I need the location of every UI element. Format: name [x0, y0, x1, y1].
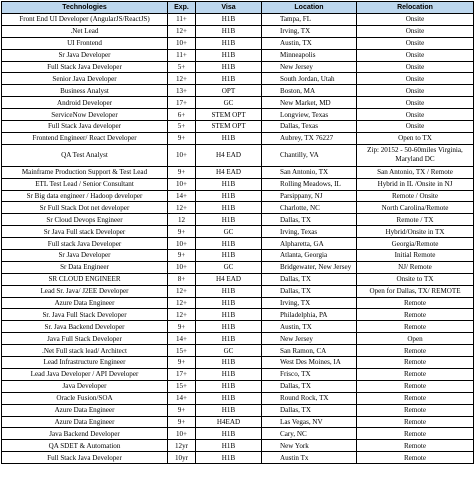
cell-visa: H1B [196, 368, 262, 380]
cell-relocation: Onsite [357, 14, 474, 26]
cell-experience: 12+ [168, 202, 196, 214]
cell-technology: Front End UI Developer (AngularJS/ReactJS) [2, 14, 168, 26]
cell-location: Philadelphia, PA [262, 309, 357, 321]
table-body [2, 14, 474, 464]
cell-visa: H1B [196, 333, 262, 345]
cell-location: Irving, TX [262, 297, 357, 309]
cell-technology: Full Stack Java Developer [2, 61, 168, 73]
cell-technology: Java Backend Developer [2, 428, 168, 440]
cell-visa: H1B [196, 238, 262, 250]
header-technologies: Technologies [2, 2, 168, 14]
cell-location: Aubrey, TX 76227 [262, 132, 357, 144]
cell-relocation: Remote / Onsite [357, 190, 474, 202]
cell-relocation: Remote [357, 452, 474, 464]
cell-relocation: Onsite [357, 49, 474, 61]
cell-relocation: Remote [357, 321, 474, 333]
cell-visa: H1B [196, 37, 262, 49]
cell-location: Austin Tx [262, 452, 357, 464]
cell-relocation: Initial Remote [357, 250, 474, 262]
cell-experience: 15+ [168, 380, 196, 392]
cell-experience: 12+ [168, 309, 196, 321]
cell-visa: GC [196, 97, 262, 109]
cell-experience: 10yr [168, 452, 196, 464]
table-row [2, 380, 474, 392]
cell-visa: STEM OPT [196, 109, 262, 121]
cell-location: Dallas, TX [262, 214, 357, 226]
cell-technology: Sr. Java Full Stack Developer [2, 309, 168, 321]
cell-experience: 12yr [168, 440, 196, 452]
cell-location: Tampa, FL [262, 14, 357, 26]
header-row [2, 2, 474, 14]
cell-experience: 12 [168, 214, 196, 226]
cell-visa: H4 EAD [196, 144, 262, 166]
cell-technology: Full stack Java Developer [2, 238, 168, 250]
cell-location: Longview, Texas [262, 109, 357, 121]
cell-visa: GC [196, 226, 262, 238]
cell-experience: 9+ [168, 132, 196, 144]
table-row [2, 178, 474, 190]
cell-visa: H1B [196, 428, 262, 440]
cell-location: Frisco, TX [262, 368, 357, 380]
cell-visa: H1B [196, 250, 262, 262]
cell-location: New York [262, 440, 357, 452]
cell-relocation: Open [357, 333, 474, 345]
cell-technology: Sr Cloud Devops Engineer [2, 214, 168, 226]
cell-experience: 14+ [168, 190, 196, 202]
cell-visa: H1B [196, 214, 262, 226]
table-row [2, 190, 474, 202]
table-row [2, 368, 474, 380]
cell-experience: 17+ [168, 97, 196, 109]
cell-experience: 11+ [168, 14, 196, 26]
table-row [2, 309, 474, 321]
header-location: Location [262, 2, 357, 14]
cell-relocation: Open for Dallas, TX/ REMOTE [357, 285, 474, 297]
cell-location: Chantilly, VA [262, 144, 357, 166]
cell-experience: 6+ [168, 109, 196, 121]
cell-technology: Frontend Engineer/ React Developer [2, 132, 168, 144]
table-row [2, 132, 474, 144]
cell-visa: H4 EAD [196, 166, 262, 178]
table-row [2, 121, 474, 133]
cell-visa: H1B [196, 440, 262, 452]
cell-relocation: NJ/ Remote [357, 261, 474, 273]
cell-visa: H1B [196, 25, 262, 37]
table-row [2, 357, 474, 369]
table-row [2, 285, 474, 297]
cell-experience: 8+ [168, 273, 196, 285]
cell-technology: Mainframe Production Support & Test Lead [2, 166, 168, 178]
cell-experience: 9+ [168, 166, 196, 178]
cell-experience: 12+ [168, 285, 196, 297]
cell-technology: Sr Data Engineer [2, 261, 168, 273]
cell-visa: H1B [196, 178, 262, 190]
cell-location: Dallas, TX [262, 404, 357, 416]
cell-visa: H1B [196, 404, 262, 416]
cell-visa: H1B [196, 202, 262, 214]
cell-experience: 10+ [168, 37, 196, 49]
cell-location: New Market, MD [262, 97, 357, 109]
cell-visa: H1B [196, 49, 262, 61]
cell-experience: 9+ [168, 416, 196, 428]
table-row [2, 404, 474, 416]
cell-location: Austin, TX [262, 37, 357, 49]
cell-visa: GC [196, 345, 262, 357]
cell-relocation: Zip: 20152 - 50-60miles Virginia, Maryland DC [357, 144, 474, 166]
cell-relocation: Remote [357, 309, 474, 321]
cell-location: Bridgewater, New Jersey [262, 261, 357, 273]
cell-visa: H4EAD [196, 416, 262, 428]
cell-location: Minneapolis [262, 49, 357, 61]
cell-location: Round Rock, TX [262, 392, 357, 404]
cell-location: Irving, TX [262, 25, 357, 37]
cell-experience: 10+ [168, 428, 196, 440]
table-row [2, 226, 474, 238]
table-row [2, 214, 474, 226]
cell-visa: H1B [196, 285, 262, 297]
cell-technology: Lead Infrastructure Engineer [2, 357, 168, 369]
cell-technology: Sr Big data engineer / Hadoop developer [2, 190, 168, 202]
cell-technology: .Net Full stack lead/ Architect [2, 345, 168, 357]
cell-relocation: Remote [357, 357, 474, 369]
table-row [2, 25, 474, 37]
header-visa: Visa [196, 2, 262, 14]
cell-relocation: Open to TX [357, 132, 474, 144]
cell-visa: H1B [196, 452, 262, 464]
cell-location: Dallas, TX [262, 380, 357, 392]
table-row [2, 440, 474, 452]
cell-relocation: Onsite [357, 85, 474, 97]
header-experience: Exp. [168, 2, 196, 14]
cell-experience: 14+ [168, 333, 196, 345]
cell-relocation: Remote [357, 368, 474, 380]
cell-technology: SR CLOUD ENGINEER [2, 273, 168, 285]
cell-location: Las Vegas, NV [262, 416, 357, 428]
cell-relocation: Georgia/Remote [357, 238, 474, 250]
table-row [2, 97, 474, 109]
cell-technology: Lead Java Developer / API Developer [2, 368, 168, 380]
cell-location: Irving, Texas [262, 226, 357, 238]
cell-visa: OPT [196, 85, 262, 97]
cell-experience: 10+ [168, 238, 196, 250]
cell-technology: Azure Data Engineer [2, 404, 168, 416]
cell-visa: GC [196, 261, 262, 273]
cell-experience: 10+ [168, 144, 196, 166]
cell-experience: 5+ [168, 121, 196, 133]
cell-technology: Sr Java Developer [2, 49, 168, 61]
table-row [2, 109, 474, 121]
cell-technology: Java Full Stack Developer [2, 333, 168, 345]
cell-experience: 13+ [168, 85, 196, 97]
table-row [2, 428, 474, 440]
cell-visa: H1B [196, 73, 262, 85]
table-row [2, 333, 474, 345]
cell-location: Charlotte, NC [262, 202, 357, 214]
cell-visa: H1B [196, 297, 262, 309]
cell-technology: Android Developer [2, 97, 168, 109]
cell-relocation: Onsite to TX [357, 273, 474, 285]
cell-technology: Azure Data Engineer [2, 416, 168, 428]
cell-relocation: North Carolina/Remote [357, 202, 474, 214]
table-row [2, 202, 474, 214]
cell-technology: Sr. Java Backend Developer [2, 321, 168, 333]
cell-location: Alpharetta, GA [262, 238, 357, 250]
cell-visa: H1B [196, 309, 262, 321]
cell-location: Dallas, Texas [262, 121, 357, 133]
cell-location: New Jersey [262, 61, 357, 73]
cell-visa: STEM OPT [196, 121, 262, 133]
cell-relocation: Remote / TX [357, 214, 474, 226]
cell-relocation: Remote [357, 392, 474, 404]
cell-experience: 12+ [168, 25, 196, 37]
table-row [2, 166, 474, 178]
cell-relocation: Remote [357, 428, 474, 440]
cell-experience: 10+ [168, 178, 196, 190]
cell-visa: H1B [196, 190, 262, 202]
table-row [2, 144, 474, 166]
cell-technology: Business Analyst [2, 85, 168, 97]
table-row [2, 321, 474, 333]
cell-relocation: Onsite [357, 73, 474, 85]
cell-visa: H1B [196, 357, 262, 369]
cell-relocation: Remote [357, 416, 474, 428]
cell-location: South Jordan, Utah [262, 73, 357, 85]
cell-experience: 9+ [168, 250, 196, 262]
cell-technology: QA Test Analyst [2, 144, 168, 166]
cell-experience: 14+ [168, 392, 196, 404]
cell-relocation: Remote [357, 297, 474, 309]
table-row [2, 73, 474, 85]
cell-technology: .Net Lead [2, 25, 168, 37]
table-row [2, 61, 474, 73]
cell-visa: H1B [196, 392, 262, 404]
candidate-table-sheet [1, 1, 473, 464]
cell-technology: Full Stack Java Developer [2, 452, 168, 464]
cell-technology: Sr Java Full stack Developer [2, 226, 168, 238]
cell-location: Atlanta, Georgia [262, 250, 357, 262]
table-row [2, 250, 474, 262]
table-row [2, 238, 474, 250]
table-row [2, 273, 474, 285]
cell-relocation: San Antonio, TX / Remote [357, 166, 474, 178]
cell-location: West Des Moines, IA [262, 357, 357, 369]
cell-visa: H1B [196, 132, 262, 144]
cell-technology: Java Developer [2, 380, 168, 392]
cell-visa: H1B [196, 380, 262, 392]
cell-relocation: Remote [357, 380, 474, 392]
cell-technology: Full Stack Java developer [2, 121, 168, 133]
cell-technology: ETL Test Lead / Senior Consultant [2, 178, 168, 190]
cell-relocation: Onsite [357, 61, 474, 73]
table-row [2, 452, 474, 464]
table-row [2, 392, 474, 404]
cell-technology: Senior Java Developer [2, 73, 168, 85]
candidate-table [1, 1, 474, 464]
cell-relocation: Onsite [357, 121, 474, 133]
cell-relocation: Remote [357, 345, 474, 357]
cell-relocation: Hybrid/Onsite in TX [357, 226, 474, 238]
cell-location: Dallas, TX [262, 273, 357, 285]
table-row [2, 37, 474, 49]
cell-experience: 9+ [168, 357, 196, 369]
cell-location: San Antonio, TX [262, 166, 357, 178]
cell-technology: UI Frontend [2, 37, 168, 49]
cell-relocation: Hybrid in IL /Onsite in NJ [357, 178, 474, 190]
table-row [2, 49, 474, 61]
cell-relocation: Remote [357, 440, 474, 452]
cell-technology: Sr Full Stack Dot net developer [2, 202, 168, 214]
table-row [2, 14, 474, 26]
cell-experience: 15+ [168, 345, 196, 357]
table-row [2, 297, 474, 309]
cell-experience: 10+ [168, 261, 196, 273]
cell-location: Dallas, TX [262, 285, 357, 297]
cell-technology: Oracle Fusion/SOA [2, 392, 168, 404]
cell-location: Boston, MA [262, 85, 357, 97]
cell-location: Cary, NC [262, 428, 357, 440]
cell-visa: H1B [196, 321, 262, 333]
cell-location: San Ramon, CA [262, 345, 357, 357]
cell-location: Austin, TX [262, 321, 357, 333]
cell-visa: H1B [196, 14, 262, 26]
cell-technology: Azure Data Engineer [2, 297, 168, 309]
cell-location: Rolling Meadows, IL [262, 178, 357, 190]
table-row [2, 85, 474, 97]
cell-relocation: Remote [357, 404, 474, 416]
cell-visa: H1B [196, 61, 262, 73]
header-relocation: Relocation [357, 2, 474, 14]
cell-relocation: Onsite [357, 25, 474, 37]
cell-technology: QA SDET & Automation [2, 440, 168, 452]
cell-experience: 11+ [168, 49, 196, 61]
cell-experience: 17+ [168, 368, 196, 380]
cell-experience: 9+ [168, 226, 196, 238]
cell-location: Parsippany, NJ [262, 190, 357, 202]
cell-relocation: Onsite [357, 109, 474, 121]
cell-technology: ServiceNow Developer [2, 109, 168, 121]
cell-visa: H4 EAD [196, 273, 262, 285]
cell-experience: 12+ [168, 297, 196, 309]
cell-technology: Sr Java Developer [2, 250, 168, 262]
cell-technology: Lead Sr. Java/ J2EE Developer [2, 285, 168, 297]
cell-experience: 9+ [168, 404, 196, 416]
cell-location: New Jersey [262, 333, 357, 345]
table-row [2, 416, 474, 428]
table-row [2, 261, 474, 273]
cell-experience: 9+ [168, 321, 196, 333]
cell-relocation: Onsite [357, 97, 474, 109]
cell-experience: 5+ [168, 61, 196, 73]
table-row [2, 345, 474, 357]
cell-experience: 12+ [168, 73, 196, 85]
cell-relocation: Onsite [357, 37, 474, 49]
